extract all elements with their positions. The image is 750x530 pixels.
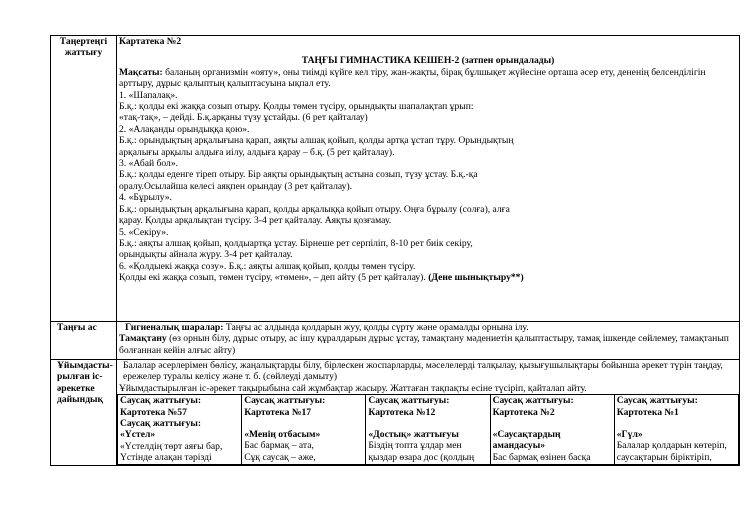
- exercise-line: орындықты айнала жүру. 3-4 рет қайталау.: [119, 249, 293, 261]
- exercise-last-line: [119, 272, 737, 283]
- eating-label: Тамақтану: [119, 333, 167, 345]
- organized-activity-label: Ұйымдасты-рылған іс-әрекетке дайындық: [51, 360, 117, 466]
- last-line-text: Қолды екі жаққа созып, төмен түсіру, «төмен», – деп айту (5 рет қайталау).: [119, 272, 429, 284]
- organized-intro: Балалар әсерлерімен бөлісу, жаңалықтарды білу, бірлескен жоспарларды, мәселелерді талқылау, қызығушылықтары бойынша әрекет түрін таңдау, ережелер туралы келісу және т. б. (сөйлеуді дамыту): [123, 360, 723, 383]
- daily-plan-table: [50, 35, 740, 466]
- organized-intro-2: Ұйымдастырылған іс-әрекет тақырыбына сай жұмбақтар жасыру. Жаттаған тақпақты есіне түсіріп, қайталап айту.: [119, 382, 587, 394]
- exercise-line: 4. «Бұрылу».: [119, 192, 172, 204]
- aim-label: Мақсаты:: [119, 66, 163, 78]
- eating-text: (өз орнын білу, дұрыс отыру, ас ішу құралдарын дұрыс ұстау, тамақтану мәдениетін қалыптастыру, тамақ ішкенде сөйлемеу, тамақтанып болғаннан кейін алғыс айту): [119, 333, 729, 356]
- morning-exercise-row: [51, 36, 740, 322]
- finger-exercise-title: «Саусақтардың амандасуы»: [492, 429, 561, 452]
- finger-exercise-cell: [118, 395, 242, 464]
- exercise-line: Б.қ.: аяқты алшақ қойып, қолдыартқа ұстау. Бірнеше рет серпіліп, 8-10 рет биік секіру,: [119, 237, 473, 249]
- card-file-number: Картотека №57: [120, 406, 187, 418]
- card-file-number: Картотека №2: [492, 406, 555, 418]
- aim-paragraph: [119, 67, 737, 90]
- finger-exercise-row: [118, 395, 739, 464]
- breakfast-content: [117, 322, 740, 360]
- exercise-line: 6. «Қолдыекі жаққа созу». Б.қ.: аяқты алшақ қойып, қолды төмен түсіру.: [119, 260, 416, 272]
- finger-exercise-heading-2: Саусақ жаттығуы:: [120, 418, 202, 430]
- finger-exercise-table: [117, 394, 739, 464]
- exercise-line: 1. «Шапалақ».: [119, 89, 178, 101]
- finger-exercise-cell: [490, 395, 614, 464]
- morning-exercise-content: [117, 36, 740, 322]
- finger-exercise-line: «Үстелдің төрт аяғы бар,: [120, 440, 223, 452]
- finger-exercise-title: «Үстел»: [120, 429, 156, 441]
- hygiene-label: Гигиеналық шаралар:: [125, 322, 224, 333]
- exercise-line: Б.қ.: қолды екі жаққа созып отыру. Қолды төмен түсіру, орындықты шапалақтап ұрып:: [119, 101, 474, 113]
- card-file-number: Картотека №1: [616, 406, 679, 418]
- hygiene-text: Таңғы ас алдында қолдарын жуу, қолды сүрту және орамалды орнына ілу.: [223, 322, 529, 333]
- exercise-title: ТАҢҒЫ ГИМНАСТИКА КЕШЕН-2 (затпен орындалады): [301, 55, 555, 67]
- hygiene-paragraph: [119, 322, 737, 333]
- card-file-number: Картотека №12: [368, 406, 436, 418]
- organized-activity-content: [117, 360, 740, 466]
- breakfast-label: Таңғы ас: [51, 322, 117, 360]
- aim-text: баланың организмін «ояту», оны тиімді күйге кел тіру, жан-жақты, бірақ бұлшықет жүйесіне орташа әсер ету, дененің белсенділігін арттыру, дұрыс қалыптың қалыптасуына ықпал ету.: [119, 66, 706, 90]
- last-line-bold: (Дене шынықтыру**): [428, 272, 524, 284]
- finger-exercise-heading: Саусақ жаттығуы:: [368, 395, 450, 407]
- finger-exercise-title: «Достық» жаттығуы: [368, 429, 459, 441]
- finger-exercise-line: қыздар өзара дос (қолдың: [368, 451, 475, 463]
- eating-paragraph: [119, 333, 737, 356]
- finger-exercise-line: Үстінде алақан тәрізді: [120, 452, 212, 464]
- exercise-line: 5. «Секіру».: [119, 226, 169, 238]
- document-page: [50, 35, 740, 466]
- finger-exercise-line: Біздің топта ұлдар мен: [368, 440, 462, 452]
- finger-exercise-heading: Саусақ жаттығуы:: [492, 395, 574, 407]
- card-number: Картатека №2: [119, 36, 182, 47]
- finger-exercise-cell: [242, 395, 366, 464]
- finger-exercise-line: Балалар қолдарын көтеріп,: [616, 440, 727, 452]
- organized-activity-row: [51, 360, 740, 466]
- exercise-line: Б.қ.: орындықтың арқалығына қарап, қолды арқалыққа қойып отыру. Оңға бұрылу (солға), алға: [119, 203, 510, 215]
- exercise-line: «тақ-тақ», – дейді. Б.қ.арқаны түзу ұстайды. (6 рет қайталау): [119, 112, 368, 124]
- finger-exercise-title: «Гүл»: [616, 429, 643, 441]
- finger-exercise-heading: Саусақ жаттығуы:: [120, 395, 202, 407]
- exercise-line: Б.қ.: қолды еденге тіреп отыру. Бір аяқты орындықтың астына созып, түзу ұстау. Б.қ.-қа: [119, 169, 478, 181]
- morning-exercise-label: Таңертеңгі жаттығу: [51, 36, 117, 322]
- finger-exercise-heading: Саусақ жаттығуы:: [244, 395, 326, 407]
- breakfast-row: [51, 322, 740, 360]
- exercise-line: 3. «Абай бол».: [119, 158, 179, 170]
- exercise-line: 2. «Алақанды орындыққа қою».: [119, 123, 250, 135]
- finger-exercise-cell: [614, 395, 738, 464]
- finger-exercise-heading: Саусақ жаттығуы:: [616, 395, 698, 407]
- finger-exercise-line: саусақтарын біріктіріп,: [616, 451, 712, 463]
- exercise-line: Б.қ.: орындықтың арқалығына қарап, аяқты алшақ қойып, қолды артқа ұстап тұру. Орындықтың: [119, 135, 514, 147]
- finger-exercise-line: Бас бармақ – ата,: [244, 440, 314, 452]
- finger-exercise-line: Бас бармақ өзінен басқа: [492, 451, 591, 463]
- card-file-number: Картотека №17: [244, 406, 312, 418]
- exercise-line: оралу.Осылайша келесі аяқпен орындау (3 рет қайталау).: [119, 180, 353, 192]
- exercise-lines: [119, 90, 737, 273]
- exercise-line: арқалығы арқылы алдыға иілу, алдыға қарау – б.қ. (5 рет қайталау).: [119, 146, 395, 158]
- finger-exercise-line: Сұқ саусақ – әже,: [244, 451, 316, 463]
- finger-exercise-cell: [366, 395, 490, 464]
- exercise-line: қарау. Қолды арқалықтан түсіру. 3-4 рет қайталау. Аяқты қозғамау.: [119, 215, 392, 227]
- finger-exercise-title: «Менің отбасым»: [244, 429, 321, 441]
